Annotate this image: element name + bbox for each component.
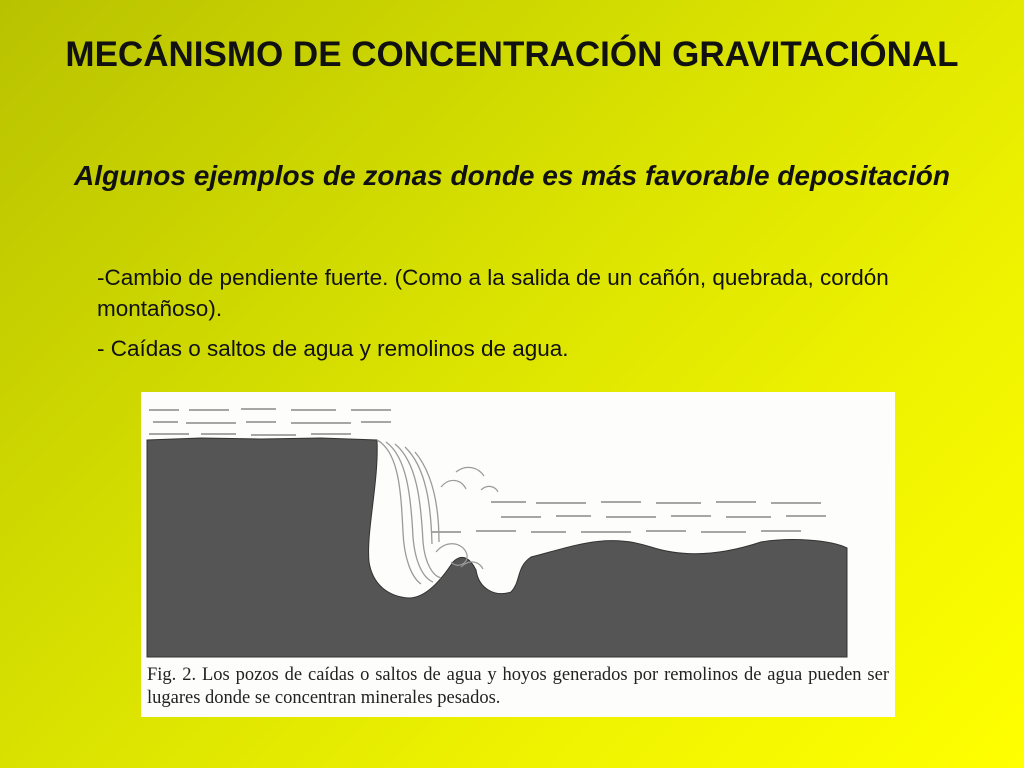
bullet-list [97, 262, 917, 373]
waterfall-figure [141, 392, 895, 717]
upper-water-lines [149, 409, 391, 435]
slide-title: MECÁNISMO DE CONCENTRACIÓN GRAVITACIÓNAL [65, 35, 959, 74]
waterfall-stream [377, 440, 441, 584]
figure-caption: Fig. 2. Los pozos de caídas o saltos de agua y hoyos generados por remolinos de agua pueden ser lugares donde se concentran minerales pesados. [147, 665, 889, 708]
bullet-item-slope-change: -Cambio de pendiente fuerte. (Como a la salida de un cañón, quebrada, cordón montañoso). [97, 265, 889, 321]
slide-subtitle: Algunos ejemplos de zonas donde es más favorable depositación [74, 160, 950, 191]
rock-cross-section [147, 438, 847, 657]
lower-water-lines [431, 502, 826, 532]
splash-swirls [436, 467, 498, 569]
waterfall-illustration [141, 392, 895, 662]
bullet-item-waterfalls: - Caídas o saltos de agua y remolinos de agua. [97, 336, 569, 361]
